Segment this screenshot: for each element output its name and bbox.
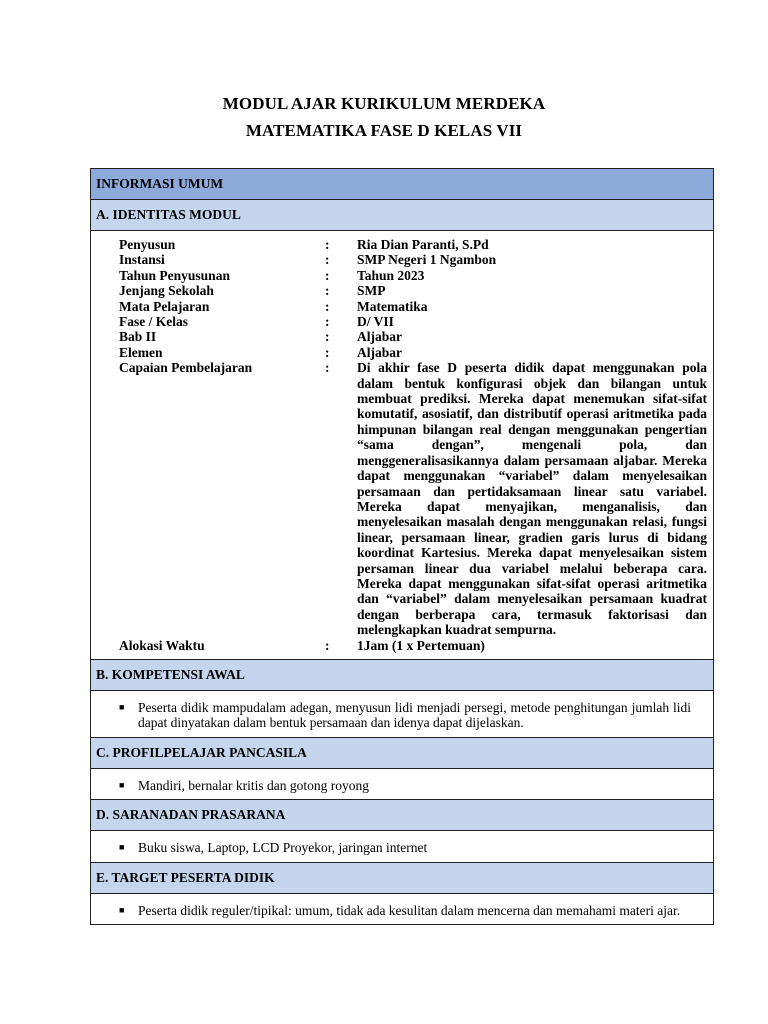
target-content xyxy=(91,894,713,925)
row-value: 1Jam (1 x Pertemuan) xyxy=(357,637,485,653)
identitas-row-capaian xyxy=(119,360,707,637)
identitas-content xyxy=(91,231,713,660)
identitas-row-alokasi xyxy=(119,638,707,653)
identitas-row-penyusun xyxy=(119,237,707,252)
identitas-row-mapel xyxy=(119,299,707,314)
row-value: Di akhir fase D peserta didik dapat menggunakan pola dalam bentuk konfigurasi objek dan bilangan untuk membuat prediksi. Mereka dapat menemukan sifat-sifat komutatif, asosiatif, dan distributif operasi aritmetika pada himpunan bilangan real dengan menggunakan pengertian “sama dengan”, mengenali pola, dan menggeneralisasikannya dalam persamaan aljabar. Mereka dapat menggunakan “variabel” dalam menyelesaikan persamaan dan pertidaksamaan linear satu variabel. Mereka dapat menyajikan, menganalisis, dan menyelesaikan masalah dengan menggunakan relasi, fungsi linear, persamaan linear, gradien garis lurus di bidang koordinat Kartesius. Mereka dapat menyelesaikan sistem persaman linear dua variabel melalui beberapa cara. Mereka dapat menggunakan sifat-sifat operasi aritmetika dan “variabel” dalam menyelesaikan persamaan kuadrat dengan berberapa cara, termasuk faktorisasi dan melengkapkan kuadrat sempurna. xyxy=(357,360,707,638)
section-header-target: E. TARGET PESERTA DIDIK xyxy=(91,863,713,894)
list-item xyxy=(119,700,691,731)
row-label: Penyusun xyxy=(119,237,176,252)
row-colon: : xyxy=(325,298,330,314)
identitas-row-tahun xyxy=(119,268,707,283)
list-item-text: Buku siswa, Laptop, LCD Proyekor, jaringan internet xyxy=(138,840,428,856)
section-header-informasi-umum: INFORMASI UMUM xyxy=(91,169,713,200)
list-item-text: Peserta didik reguler/tipikal: umum, tidak ada kesulitan dalam mencerna dan memahami materi ajar. xyxy=(138,902,681,918)
row-label: Capaian Pembelajaran xyxy=(119,360,253,376)
list-item xyxy=(119,840,691,856)
row-label: Bab II xyxy=(119,329,157,345)
section-header-identitas: A. IDENTITAS MODUL xyxy=(91,200,713,231)
identitas-row-fase xyxy=(119,314,707,329)
list-item xyxy=(119,778,691,794)
row-value: D/ VII xyxy=(357,314,394,330)
list-item-text: Mandiri, bernalar kritis dan gotong royong xyxy=(138,777,369,793)
row-value: Matematika xyxy=(357,298,428,314)
row-colon: : xyxy=(325,314,330,330)
row-colon: : xyxy=(325,252,330,268)
row-colon: : xyxy=(325,237,330,252)
row-colon: : xyxy=(325,637,330,653)
row-colon: : xyxy=(325,329,330,345)
row-label: Tahun Penyusunan xyxy=(119,267,230,283)
row-label: Mata Pelajaran xyxy=(119,298,210,314)
row-value: SMP Negeri 1 Ngambon xyxy=(357,252,497,268)
section-header-sarana: D. SARANADAN PRASARANA xyxy=(91,800,713,831)
row-colon: : xyxy=(325,267,330,283)
kompetensi-content xyxy=(91,691,713,738)
bullet-icon: ■ xyxy=(119,842,125,853)
row-value: Tahun 2023 xyxy=(357,267,425,283)
row-label: Alokasi Waktu xyxy=(119,637,205,653)
sarana-content xyxy=(91,831,713,863)
identitas-row-bab xyxy=(119,329,707,344)
document-title-line1: MODUL AJAR KURIKULUM MERDEKA xyxy=(222,94,546,113)
row-value: Aljabar xyxy=(357,344,402,360)
list-item-text: Peserta didik mampudalam adegan, menyusun lidi menjadi persegi, metode penghitungan jumlah lidi dapat dinyatakan dalam bentuk persamaan dan idenya dapat dijelaskan. xyxy=(138,699,691,731)
row-label: Elemen xyxy=(119,344,163,360)
row-colon: : xyxy=(325,283,330,299)
document-title-line2: MATEMATIKA FASE D KELAS VII xyxy=(245,121,523,140)
bullet-icon: ■ xyxy=(119,904,125,915)
section-header-profil: C. PROFILPELAJAR PANCASILA xyxy=(91,738,713,769)
bullet-icon: ■ xyxy=(119,779,125,790)
identitas-row-instansi xyxy=(119,252,707,267)
module-table xyxy=(90,168,714,925)
section-header-kompetensi: B. KOMPETENSI AWAL xyxy=(91,660,713,691)
row-label: Jenjang Sekolah xyxy=(119,283,214,299)
row-colon: : xyxy=(325,360,330,376)
row-value: Ria Dian Paranti, S.Pd xyxy=(357,237,489,252)
row-value: SMP xyxy=(357,283,386,299)
row-label: Instansi xyxy=(119,252,165,268)
identitas-row-jenjang xyxy=(119,283,707,298)
identitas-row-elemen xyxy=(119,345,707,360)
row-value: Aljabar xyxy=(357,329,402,345)
profil-content xyxy=(91,769,713,801)
list-item xyxy=(119,903,691,919)
row-label: Fase / Kelas xyxy=(119,314,188,330)
bullet-icon: ■ xyxy=(119,701,125,712)
row-colon: : xyxy=(325,344,330,360)
